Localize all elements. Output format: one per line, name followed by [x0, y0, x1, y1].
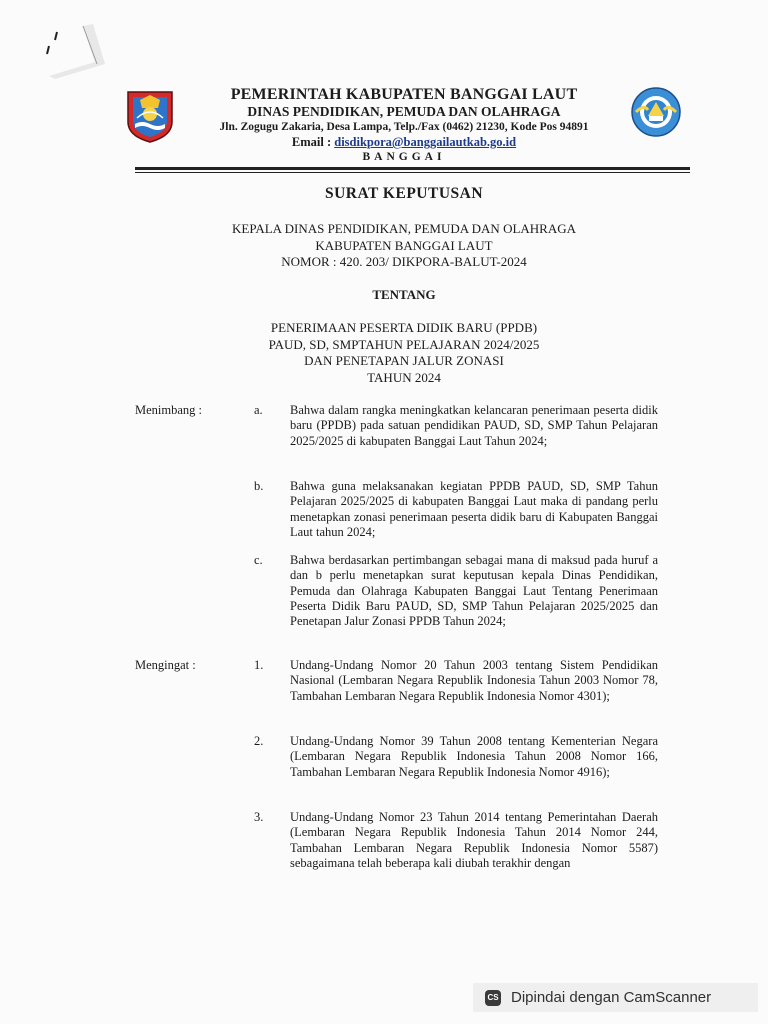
mengingat-item-marker: 3.	[254, 810, 264, 824]
issuer-line: KEPALA DINAS PENDIDIKAN, PEMUDA DAN OLAHRAGA	[231, 221, 577, 236]
mengingat-item-marker: 1.	[254, 658, 264, 672]
letterhead-divider-thick	[135, 167, 690, 170]
subject-line: DAN PENETAPAN JALUR ZONASI	[304, 353, 504, 368]
mengingat-item-text: Undang-Undang Nomor 20 Tahun 2003 tentang Sistem Pendidikan Nasional (Lembaran Negara Republik Indonesia Tahun 2003 Nomor 78, Tambahan Lembaran Negara Republik Indonesia Nomor 4301);	[290, 658, 658, 703]
menimbang-item-text: Bahwa guna melaksanakan kegiatan PPDB PAUD, SD, SMP Tahun Pelajaran 2025/2025 di kabupaten Banggai Laut maka di pandang perlu menetapkan zonasi penerimaan peserta didik baru di Kabupaten Banggai Laut tahun 2024;	[290, 479, 658, 539]
letterhead-divider-thin	[135, 172, 690, 173]
email-link[interactable]: disdikpora@banggailautkab.go.id	[334, 135, 517, 149]
menimbang-item-text: Bahwa dalam rangka meningkatkan kelancaran penerimaan peserta didik baru (PPDB) pada satuan pendidikan PAUD, SD, SMP Tahun Pelajaran 2025/2025 di kabupaten Banggai Laut Tahun 2024;	[290, 403, 658, 448]
letterhead-department: DINAS PENDIDIKAN, PEMUDA DAN OLAHRAGA	[247, 104, 561, 119]
decree-issuer	[0, 221, 768, 271]
letterhead-address: Jln. Zogugu Zakaria, Desa Lampa, Telp./Fax (0462) 21230, Kode Pos 94891	[219, 121, 589, 133]
menimbang-item-marker: a.	[254, 403, 263, 417]
tentang-heading: TENTANG	[372, 287, 436, 302]
menimbang-item-marker: b.	[254, 479, 264, 493]
camscanner-icon: CS	[485, 990, 501, 1006]
scan-fold-mark	[35, 24, 125, 84]
camscanner-label: Dipindai dengan CamScanner	[511, 989, 712, 1006]
mengingat-item-text: Undang-Undang Nomor 23 Tahun 2014 tentang Pemerintahan Daerah (Lembaran Negara Republik Indonesia Tahun 2014 Nomor 244, Tambahan Lembaran Negara Republik Indonesia Nomor 5587) sebagaimana telah beberapa kali diubah terakhir dengan	[290, 810, 658, 870]
menimbang-item-marker: c.	[254, 553, 263, 567]
mengingat-item-text: Undang-Undang Nomor 39 Tahun 2008 tentang Kementerian Negara (Lembaran Negara Republik Indonesia Tahun 2008 Nomor 166, Tambahan Lembaran Negara Republik Indonesia Nomor 4916);	[290, 734, 658, 779]
subject-line: TAHUN 2024	[367, 369, 441, 385]
camscanner-watermark	[473, 983, 758, 1012]
menimbang-label: Menimbang :	[135, 403, 203, 417]
mengingat-label: Mengingat :	[135, 658, 196, 672]
subject-line: PENERIMAAN PESERTA DIDIK BARU (PPDB)	[270, 320, 538, 335]
document-title: SURAT KEPUTUSAN	[324, 185, 484, 202]
letterhead-city: BANGGAI	[362, 151, 446, 163]
decree-subject	[0, 320, 768, 386]
banggai-laut-emblem-icon	[124, 88, 176, 144]
mengingat-item-marker: 2.	[254, 734, 264, 748]
letterhead	[178, 86, 630, 164]
email-label: Email :	[291, 135, 335, 149]
menimbang-item-text: Bahwa berdasarkan pertimbangan sebagai mana di maksud pada huruf a dan b perlu menetapkan surat keputusan kepala Dinas Pendidikan, Pemuda dan Olahraga Kabupaten Banggai Laut Tentang Penerimaan Peserta Didik Baru PAUD, SD, SMP Tahun Pelajaran 2025/2025 dan Penetapan Jalur Zonasi PPDB Tahun 2024;	[290, 553, 658, 629]
letterhead-government: PEMERINTAH KABUPATEN BANGGAI LAUT	[230, 86, 578, 103]
subject-line: PAUD, SD, SMPTAHUN PELAJARAN 2024/2025	[268, 336, 540, 352]
letterhead-email-line	[178, 135, 630, 150]
decree-number: NOMOR : 420. 203/ DIKPORA-BALUT-2024	[281, 254, 527, 269]
issuer-line: KABUPATEN BANGGAI LAUT	[315, 237, 493, 253]
